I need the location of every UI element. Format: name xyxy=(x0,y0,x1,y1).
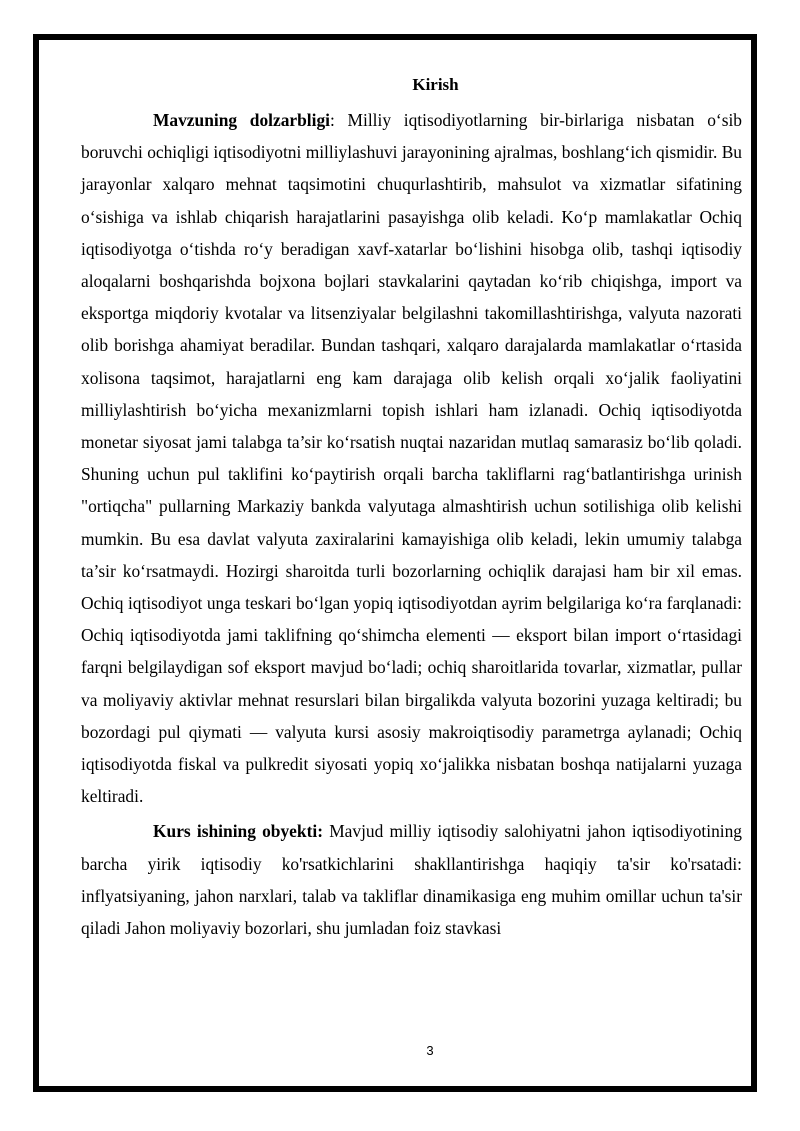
page-number: 3 xyxy=(426,1043,434,1058)
paragraph-relevance xyxy=(81,104,742,812)
document-body xyxy=(81,70,742,944)
paragraph-lead-object: Kurs ishining obyekti: xyxy=(153,821,323,842)
paragraph-body-object: Mavjud milliy iqtisodiy salohiyatni jahon iqtisodiyotining barcha yirik iqtisodiy ko'rsatkichlarini shakllantirishga haqiqiy ta'sir ko'rsatadi: inflyatsiyaning, jahon narxlari, talab va takliflar dinamikasiga eng muhim omillar uchun ta'sir qiladi Jahon moliyaviy bozorlari, shu jumladan foiz stavkasi xyxy=(81,821,742,939)
paragraph-object xyxy=(81,815,742,944)
section-title: Kirish xyxy=(412,75,459,94)
paragraph-lead-relevance: Mavzuning dolzarbligi xyxy=(153,110,330,130)
paragraph-body-relevance: : Milliy iqtisodiyotlarning bir-birlariga nisbatan o‘sib boruvchi ochiqligi iqtisodiyotni milliylashuvi jarayonining ajralmas, boshlang‘ich qismidir. Bu jarayonlar xalqaro mehnat taqsimotini chuqurlashtirib, mahsulot va xizmatlar sifatining o‘sishiga va ishlab chiqarish harajatlarini pasayishga olib keladi. Ko‘p mamlakatlar Ochiq iqtisodiyotga o‘tishda ro‘y beradigan xavf-xatarlar bo‘lishini hisobga olib, tashqi iqtisodiy aloqalarni boshqarishda bojxona bojlari stavkalarini qaytadan ko‘rib chiqishga, import va eksportga miqdoriy kvotalar va litsenziyalar belgilashni takomillashtirishga, valyuta nazorati olib borishga ahamiyat beradilar. Bundan tashqari, xalqaro darajalarda mamlakatlar o‘rtasida xolisona taqsimot, harajatlarni eng kam darajaga olib kelish orqali xo‘jalik faoliyatini milliylashtirish bo‘yicha mexanizmlarni topish ishlari ham izlanadi. Ochiq iqtisodiyotda monetar siyosat jami talabga ta’sir ko‘rsatish nuqtai nazaridan mutlaq samarasiz bo‘lib qoladi. Shuning uchun pul taklifini ko‘paytirish orqali barcha takliflarni rag‘batlantirishga urinish "ortiqcha" pullarning Markaziy bankda valyutaga almashtirish uchun sotilishiga olib kelishi mumkin. Bu esa davlat valyuta zaxiralarini kamayishiga olib keladi, lekin umumiy talabga ta’sir ko‘rsatmaydi. Hozirgi sharoitda turli bozorlarning ochiqlik darajasi ham bir xil emas. Ochiq iqtisodiyot unga teskari bo‘lgan yopiq iqtisodiyotdan ayrim belgilariga ko‘ra farqlanadi: Ochiq iqtisodiyotda jami taklifning qo‘shimcha elementi — eksport bilan import o‘rtasidagi farqni belgilaydigan sof eksport mavjud bo‘ladi; ochiq sharoitlarida tovarlar, xizmatlar, pullar va moliyaviy aktivlar mehnat resurslari bilan birgalikda valyuta bozorini yuzaga keltiradi; bu bozordagi pul qiymati — valyuta kursi asosiy makroiqtisodiy parametrga aylanadi; Ochiq iqtisodiyotda fiskal va pulkredit siyosati yopiq xo‘jalikka nisbatan boshqa natijalarni yuzaga keltiradi. xyxy=(81,110,743,807)
